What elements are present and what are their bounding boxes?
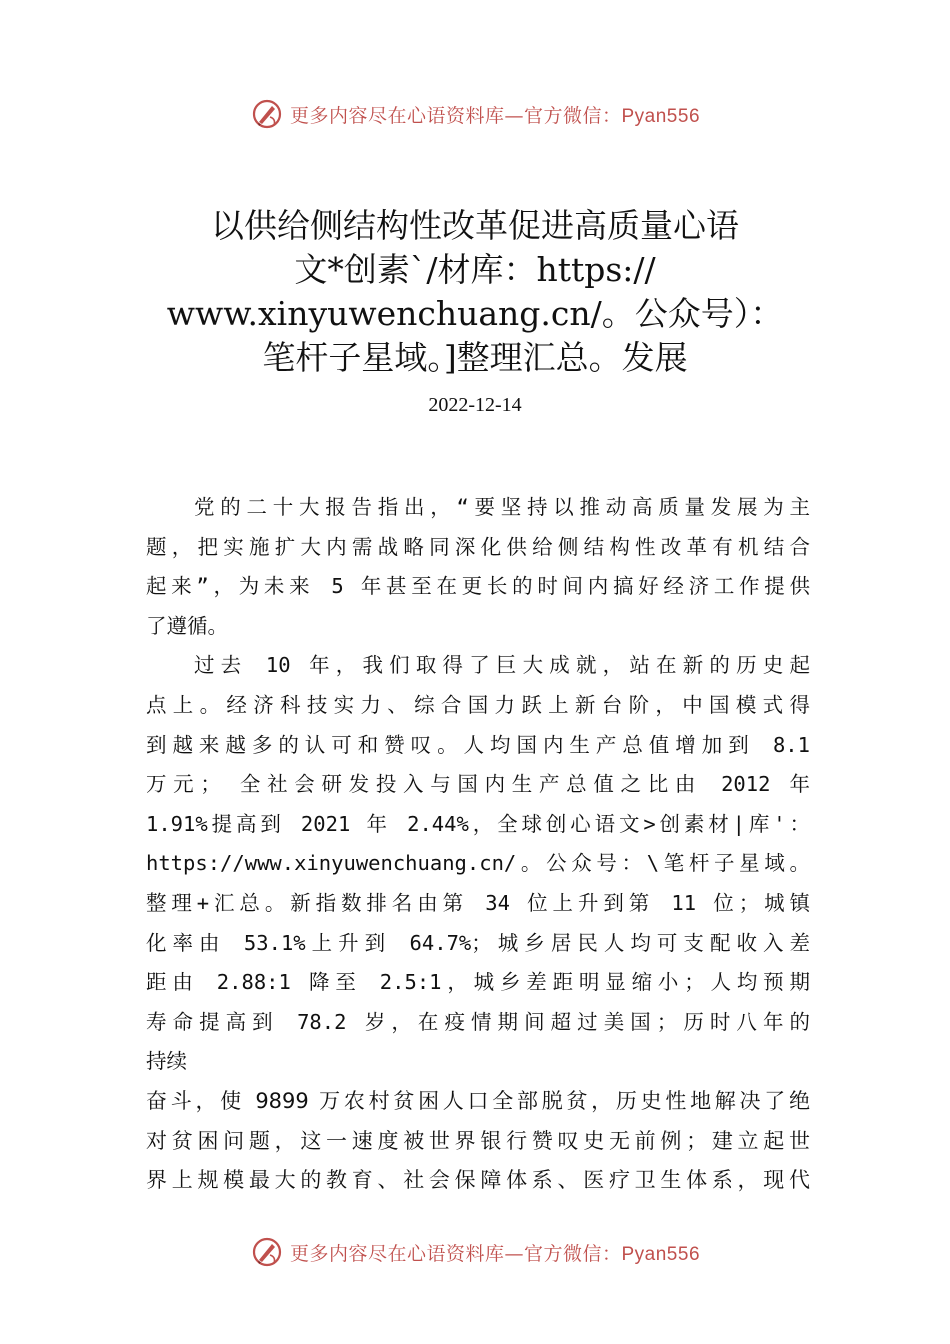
- body-line: https://www.xinyuwenchuang.cn/。公众号：\笔杆子星域。: [146, 851, 810, 876]
- title-line: www.xinyuwenchuang.cn/。公众号）：: [166, 294, 784, 333]
- body-line: 题，把实施扩大内需战略同深化供给侧结构性改革有机结合: [146, 534, 810, 559]
- body-line: 党的二十大报告指出，“要坚持以推动高质量发展为主: [194, 495, 810, 519]
- body-line: 界上规模最大的教育、社会保障体系、医疗卫生体系，现代: [146, 1168, 810, 1193]
- body-line: 了遵循。: [146, 613, 228, 638]
- title-line: 笔杆子星域。]整理汇总。发展: [262, 338, 688, 377]
- body-line: 到越来越多的认可和赞叹。人均国内生产总值增加到 8.1: [146, 732, 810, 757]
- body-line: 整理+汇总。新指数排名由第 34 位上升到第 11 位；城镇: [146, 890, 810, 915]
- banner-wechat-id: Pyan556: [621, 1243, 701, 1265]
- document-title: [120, 204, 830, 380]
- title-line: 以供给侧结构性改革促进高质量心语: [211, 206, 739, 245]
- body-line: 过去 10 年，我们取得了巨大成就，站在新的历史起: [194, 653, 810, 678]
- body-line: 点上。经济科技实力、综合国力跃上新台阶，中国模式得: [146, 692, 810, 717]
- body-line: 持续: [146, 1049, 187, 1074]
- banner-text: [290, 101, 700, 128]
- body-line: 万元； 全社会研发投入与国内生产总值之比由 2012 年: [146, 772, 810, 797]
- body-line: 1.91%提高到 2021 年 2.44%，全球创心语文>创素材|库'：: [146, 811, 810, 836]
- body-line: 奋斗，使 9899 万农村贫困人口全部脱贫，历史性地解决了绝: [146, 1088, 810, 1113]
- brush-pen-logo-icon: [250, 1235, 284, 1269]
- banner-label: 更多内容尽在心语资料库—官方微信：: [289, 1242, 622, 1265]
- title-line: 文*创素`/材库：https://: [294, 250, 656, 289]
- body-line: 化率由 53.1%上升到 64.7%；城乡居民人均可支配收入差: [146, 930, 810, 955]
- header-banner: [0, 94, 950, 134]
- banner-text: [290, 1239, 700, 1266]
- body-line: 寿命提高到 78.2 岁，在疫情期间超过美国；历时八年的: [146, 1009, 810, 1034]
- body-line: 对贫困问题，这一速度被世界银行赞叹史无前例；建立起世: [146, 1128, 810, 1153]
- banner-label: 更多内容尽在心语资料库—官方微信：: [289, 104, 622, 127]
- publish-date: 2022-12-14: [428, 394, 522, 416]
- body-line: 起来”，为未来 5 年甚至在更长的时间内搞好经济工作提供: [146, 574, 810, 599]
- document-body: [146, 488, 810, 1201]
- banner-wechat-id: Pyan556: [621, 105, 701, 127]
- brush-pen-logo-icon: [250, 97, 284, 131]
- body-line: 距由 2.88:1 降至 2.5:1，城乡差距明显缩小；人均预期: [146, 970, 810, 995]
- footer-banner: [0, 1232, 950, 1272]
